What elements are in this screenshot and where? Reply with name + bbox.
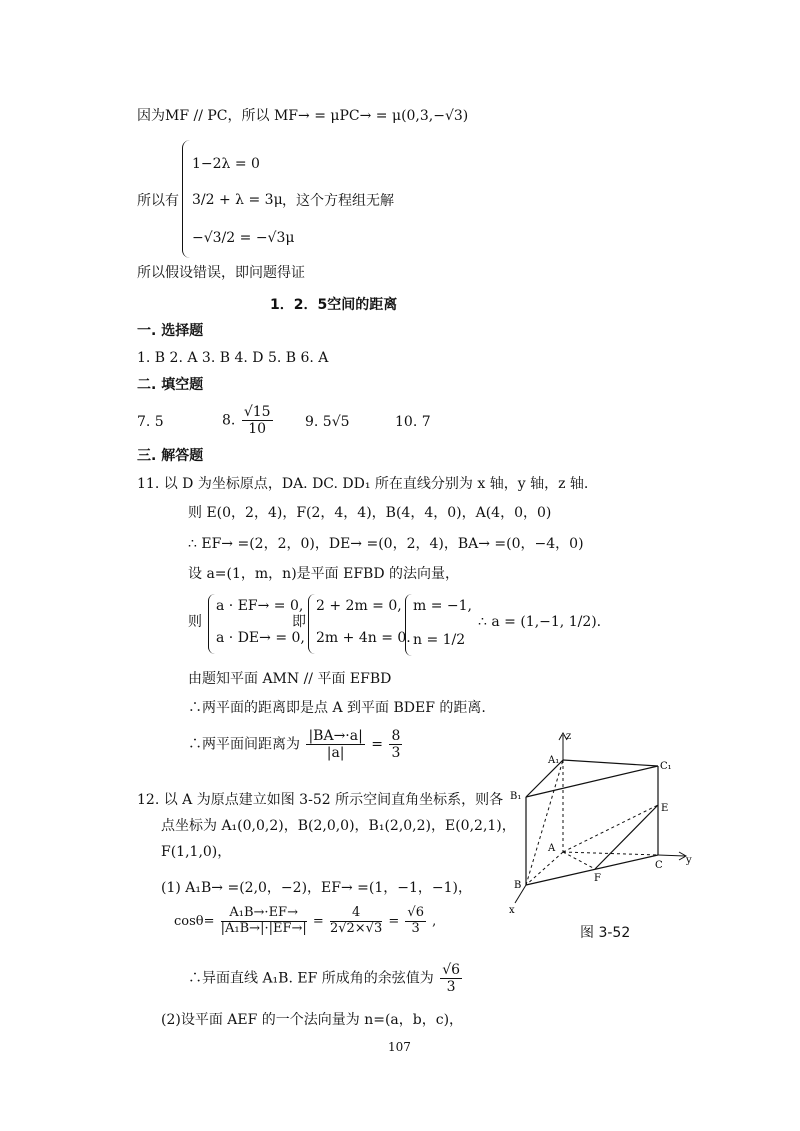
system-brace [182,140,191,258]
answer-8-num: √15 [243,404,271,420]
q11-parallel: 由题知平面 AMN // 平面 EFBD [188,671,392,687]
edge-B-C [526,855,658,885]
q11-ji: 即 [292,614,306,630]
q11-intro: 11. 以 D 为坐标原点，DA. DC. DD₁ 所在直线分别为 x 轴，y 轴，z 轴. [137,476,589,492]
q11-normal: 设 a=(1，m，n)是平面 EFBD 的法向量， [188,566,459,582]
label-B: B [514,880,522,891]
distance-den: |a| [326,745,345,762]
label-A1: A₁ [548,755,560,766]
cos-num-1: A₁B→·EF→ [221,906,307,922]
answer-9: 9. 5√5 [305,414,350,430]
distance-eq: = [371,736,383,753]
page-number: 107 [388,1040,411,1054]
distance-value [389,728,402,761]
label-B1: B₁ [510,791,522,802]
q12-part2: (2)设平面 AEF 的一个法向量为 n=(a，b，c)， [161,1012,464,1028]
answer-8-label: 8. [222,412,236,429]
q12-intro-3: F(1,1,0)， [161,844,232,860]
system-note: ，这个方程组无解 [282,193,394,209]
label-z: z [566,731,572,742]
distance-fraction [306,728,364,761]
part1-answers: 1. B 2. A 3. B 4. D 5. B 6. A [137,350,329,366]
prev-conclusion: 所以假设错误，即问题得证 [137,265,305,281]
label-C1: C₁ [660,761,672,772]
edge-A1-C1 [563,760,658,766]
q11-distance-formula [188,728,404,761]
distance-value-num: 8 [391,728,401,744]
part1-heading: 一. 选择题 [137,323,204,339]
q11-coords: 则 E(0，2，4)，F(2，4，4)，B(4，4，0)，A(4，0，0) [188,505,552,521]
prev-line-1: 因为MF // PC，所以 MF→ = μPC→ = μ(0,3,−√3) [137,108,469,124]
line-A-E [563,805,658,852]
cos-prefix: cosθ= [174,913,215,929]
cos-den-3: 3 [411,920,420,936]
label-x: x [509,905,515,916]
q11-system2-brace [308,594,315,654]
cos-eq-2: = [388,913,400,929]
answer-8 [222,404,275,437]
cos-end: , [432,913,437,929]
q12-conclusion-den: 3 [446,979,456,996]
cos-num-3: √6 [407,905,424,920]
y-axis-line [658,855,685,856]
q11-then: 则 [188,614,202,630]
answer-8-fraction [242,404,273,437]
q11-sys1-a: a · EF→ = 0, [216,598,304,614]
label-A: A [548,843,556,854]
q11-sys2-a: 2 + 2m = 0, [316,598,402,614]
q11-sys2-b: 2m + 4n = 0. [316,630,411,646]
edge-B1-C1 [526,766,658,797]
q12-conclusion-text: ∴异面直线 A₁B. EF 所成角的余弦值为 [188,970,434,987]
q12-conclusion-num: √6 [442,962,461,978]
label-C: C [655,860,663,871]
cos-den-2: 2√2×√3 [329,920,383,936]
cos-fraction-3 [405,906,426,937]
distance-prefix: ∴两平面间距离为 [188,736,300,753]
q12-intro-2: 点坐标为 A₁(0,0,2)，B(2,0,0)，B₁(2,0,2)，E(0,2,1)， [161,818,516,834]
q11-sys1-b: a · DE→ = 0, [216,630,305,646]
q11-system3-brace [405,594,412,656]
q11-vectors: ∴ EF→ =(2，2，0)，DE→ =(0，2，4)，BA→ =(0，−4，0) [188,536,584,552]
q11-sys3-b: n = 1/2 [413,632,466,648]
answer-10: 10. 7 [395,414,431,430]
q12-conclusion-fraction [440,962,462,995]
q12-part1: (1) A₁B→ =(2,0，−2)，EF→ =(1，−1，−1)， [161,880,472,896]
figure-caption: 图 3-52 [580,925,631,941]
label-E: E [661,803,669,814]
system-prefix: 所以有 [137,193,179,209]
label-F: F [594,873,601,884]
cos-num-2: 4 [330,906,382,922]
q12-conclusion [188,962,464,995]
system-eq-3: −√3/2 = −√3μ [192,230,295,246]
q11-system1-brace [208,594,215,654]
cos-fraction-1 [221,906,307,937]
cos-eq-1: = [312,913,324,929]
edge-A-B [526,852,563,885]
figure-3-52 [500,725,710,925]
system-eq-1: 1−2λ = 0 [192,156,260,172]
answer-8-den: 10 [248,421,267,438]
q12-cos-formula [174,906,436,937]
cos-fraction-2 [330,906,382,937]
system-eq-2: 3/2 + λ = 3μ [192,192,283,208]
q12-intro-1: 12. 以 A 为原点建立如图 3-52 所示空间直角坐标系，则各 [137,792,504,808]
part3-heading: 三. 解答题 [137,448,204,464]
section-title: 1．2．5空间的距离 [270,297,398,313]
part2-heading: 二. 填空题 [137,377,204,393]
cos-den-1: |A₁B→|·|EF→| [220,920,307,936]
distance-value-den: 3 [391,745,401,762]
label-y: y [686,855,692,866]
distance-num: |BA→·a| [308,728,363,744]
q11-distance-text: ∴两平面的距离即是点 A 到平面 BDEF 的距离. [188,700,486,716]
q11-result: ∴ a = (1,−1, 1/2). [478,614,602,630]
line-A-F [563,852,595,869]
answer-7: 7. 5 [137,414,164,430]
q11-sys3-a: m = −1, [413,598,472,614]
line-F-E [595,805,658,869]
